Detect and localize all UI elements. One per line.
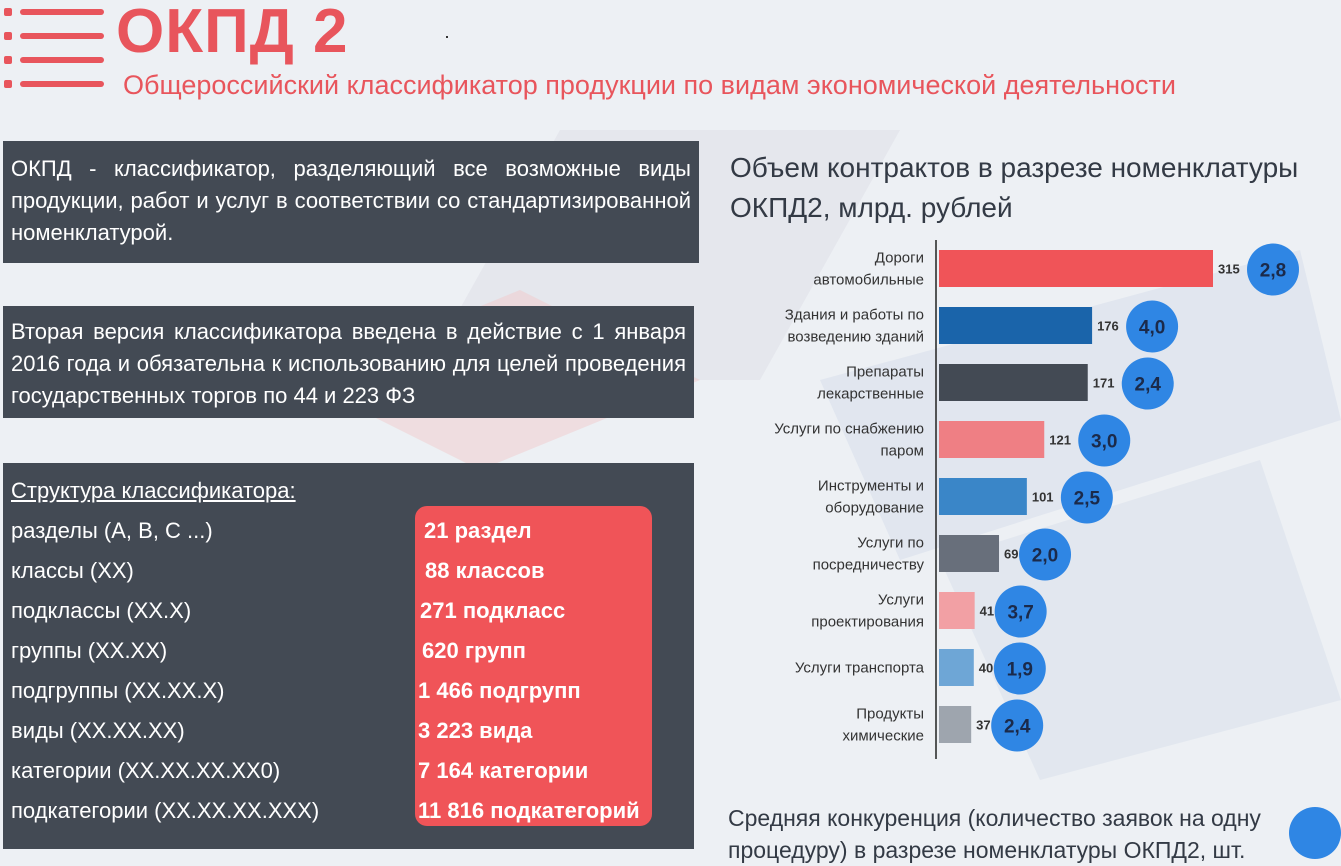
chart-value-label: 171 [1092,375,1115,391]
chart-category-label: Инструменты и [817,477,924,495]
structure-value: 88 классов [425,558,545,583]
chart-category-label: оборудование [825,499,924,517]
competition-value: 2,0 [1031,545,1059,567]
list-menu-icon [4,6,106,92]
structure-value: 271 подкласс [420,598,566,623]
chart-category-label: автомобильные [813,271,924,289]
chart-category-label: Здания и работы по [784,306,924,324]
competition-value: 4,0 [1138,317,1166,339]
definition-box [3,141,699,263]
chart-category-label: паром [880,442,924,460]
chart-bar [939,592,975,629]
chart-category-label: химические [842,727,924,745]
chart-value-label: 37 [976,717,991,733]
structure-label: классы (XX) [11,558,134,583]
chart-category-label: Услуги по [857,534,924,552]
chart-category-label: Дороги [874,249,924,267]
bar-chart [730,240,1330,760]
competition-value: 1,9 [1006,659,1034,681]
chart-bar [939,250,1213,287]
competition-value: 2,5 [1073,488,1101,510]
structure-value: 21 раздел [424,518,532,543]
competition-value: 3,0 [1091,431,1118,453]
chart-value-label: 40 [978,660,994,676]
chart-category-label: Услуги по снабжению [774,420,924,438]
structure-value: 1 466 подгрупп [418,678,581,703]
structure-title: Структура классификатора: [11,478,296,503]
competition-legend-circle [1289,807,1341,859]
chart-category-label: Препараты [846,363,924,381]
competition-value: 2,8 [1259,260,1287,282]
chart-bar [939,649,974,686]
chart-value-label: 176 [1097,318,1119,334]
structure-label: подгруппы (XX.XX.X) [11,678,225,703]
structure-value: 620 групп [422,638,526,663]
structure-value: 11 816 подкатегорий [418,798,640,823]
chart-value-label: 41 [979,603,995,619]
structure-label: разделы (А, В, С ...) [11,518,213,543]
chart-category-label: Услуги [877,591,924,609]
chart-title: Объем контрактов в разрезе номенклатуры ОКПД2, млрд. рублей [730,152,1299,223]
structure-label: виды (XX.XX.XX) [11,718,185,743]
competition-value: 2,4 [1003,716,1031,738]
page-subtitle: Общероссийский классификатор продукции по видам экономической деятельности [123,70,1176,100]
chart-category-label: Услуги транспорта [794,659,924,677]
chart-value-label: 101 [1031,489,1054,505]
structure-label: подклассы (XX.X) [11,598,192,623]
chart-bar [939,421,1044,458]
page-title: ОКПД 2 [116,0,349,66]
chart-bar [939,307,1092,344]
version-box [3,306,694,418]
chart-value-label: 121 [1049,432,1071,448]
chart-value-label: 315 [1218,261,1240,277]
structure-box [3,463,694,849]
competition-caption: Средняя конкуренция (количество заявок на одну процедуру) в разрезе номенклатуры ОКПД2, шт. [728,805,1261,863]
structure-value: 3 223 вида [418,718,533,743]
structure-label: подкатегории (XX.XX.XX.XXX) [11,798,320,823]
structure-value: 7 164 категории [418,758,589,783]
chart-category-label: проектирования [811,613,924,631]
stray-dot [446,36,448,38]
chart-value-label: 69 [1004,546,1019,562]
chart-bar [939,364,1088,401]
definition-text: ОКПД - классификатор, разделяющий все возможные виды продукции, работ и услуг в соответствии со стандартизированной номенклатурой. [11,156,691,245]
structure-label: группы (XX.XX) [11,638,168,663]
chart-category-label: лекарственные [817,385,924,403]
chart-bar [939,706,971,743]
chart-category-label: возведению зданий [787,328,924,346]
version-text: Вторая версия классификатора введена в действие с 1 января 2016 года и обязательна к использованию для целей проведения государственных торгов по 44 и 223 ФЗ [11,319,686,408]
competition-value: 3,7 [1007,602,1034,624]
chart-bar [939,535,999,572]
chart-category-label: Продукты [856,705,924,723]
chart-category-label: посредничеству [812,556,924,574]
competition-value: 2,4 [1134,374,1161,396]
chart-bar [939,478,1027,515]
structure-label: категории (XX.XX.XX.XX0) [11,758,281,783]
